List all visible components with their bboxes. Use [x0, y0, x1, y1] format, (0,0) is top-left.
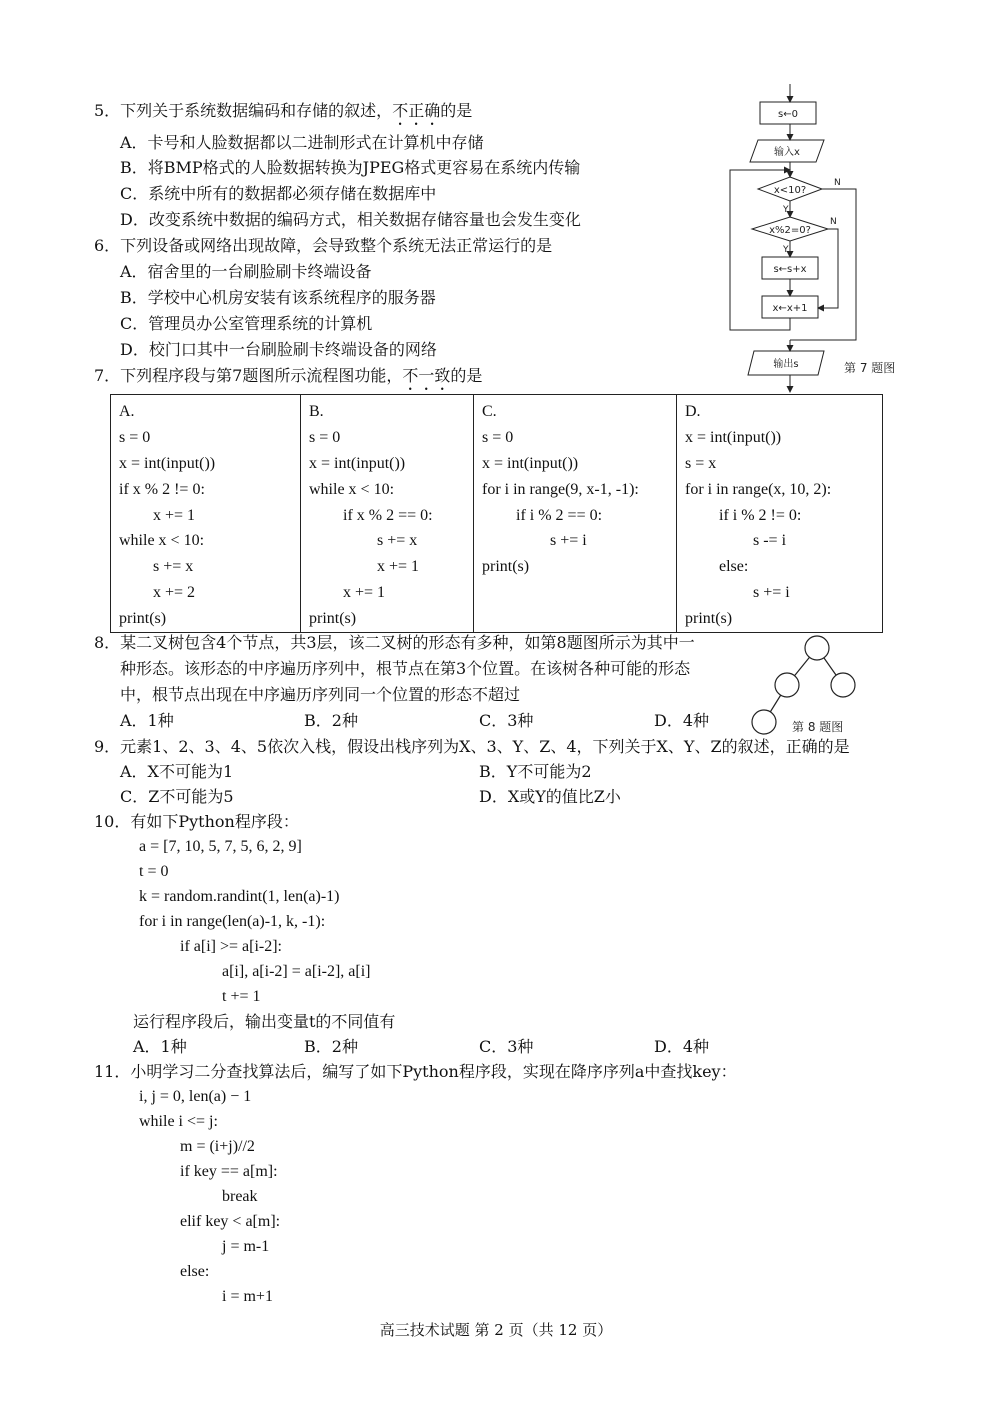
q5-stem: 5．下列关于系统数据编码和存储的叙述，不正确的是 — [94, 101, 473, 120]
code-line: if i % 2 == 0: — [516, 506, 603, 524]
q10-option-a: A．1种 — [133, 1037, 187, 1056]
code-line: s = 0 — [309, 428, 341, 446]
tree-node-left-left — [752, 710, 776, 734]
q11-code-line: if key == a[m]: — [180, 1163, 278, 1180]
q10-option-c: C．3种 — [479, 1037, 534, 1056]
q9-option-a: A．X不可能为1 — [120, 762, 234, 781]
flowchart-step2-label: x←x+1 — [772, 303, 808, 314]
q10-code-line: a = [7, 10, 5, 7, 5, 6, 2, 9] — [139, 838, 302, 855]
q10-code-line: k = random.randint(1, len(a)-1) — [139, 888, 340, 905]
q8-stem-line-1: 8．某二叉树包含4个节点，共3层，该二叉树的形态有多种，如第8题图所示为其中一 — [94, 633, 695, 652]
q7-option-b-label: B. — [309, 403, 324, 420]
code-line: print(s) — [685, 610, 733, 628]
q10-option-b: B．2种 — [304, 1037, 358, 1056]
q11-code-line: i = m+1 — [222, 1288, 273, 1305]
binary-tree-figure — [745, 630, 885, 738]
code-line: s = 0 — [482, 428, 514, 446]
q9-stem: 9．元素1、2、3、4、5依次入栈，假设出栈序列为X、3、Y、Z、4，下列关于X、Y、Z的叙述，正确的是 — [94, 737, 850, 756]
code-line: x = int(input()) — [309, 454, 406, 472]
q7-option-d-cell — [677, 395, 883, 633]
page-footer: 高三技术试题 第 2 页（共 12 页） — [379, 1321, 613, 1339]
q9-option-d: D．X或Y的值比Z小 — [479, 787, 621, 806]
flowchart-q7 — [720, 82, 920, 394]
q7-options-table — [110, 394, 883, 633]
q8-option-b: B．2种 — [304, 711, 358, 730]
code-line: s += x — [377, 532, 418, 550]
code-line: x += 1 — [343, 584, 386, 602]
code-line: for i in range(x, 10, 2): — [685, 480, 832, 498]
q10-question: 运行程序段后，输出变量t的不同值有 — [133, 1012, 396, 1031]
code-line: x = int(input()) — [119, 454, 216, 472]
code-line: s += x — [153, 558, 194, 576]
q10-code-line: if a[i] >= a[i-2]: — [180, 938, 282, 955]
flowchart-input-label: 输入x — [774, 147, 800, 158]
q10-code-line: a[i], a[i-2] = a[i-2], a[i] — [222, 963, 371, 980]
q5-option-a: A．卡号和人脸数据都以二进制形式在计算机中存储 — [120, 133, 484, 152]
q8-stem-line-3: 中，根节点出现在中序遍历序列同一个位置的形态不超过 — [120, 685, 521, 704]
flowchart-output-label: 输出s — [773, 359, 799, 370]
q7-option-a-cell — [111, 395, 301, 633]
q8-option-d: D．4种 — [654, 711, 710, 730]
q10-code-line: for i in range(len(a)-1, k, -1): — [139, 913, 326, 930]
q5-option-b: B．将BMP格式的人脸数据转换为JPEG格式更容易在系统内传输 — [120, 158, 581, 177]
q7-option-a-label: A. — [119, 403, 135, 420]
code-line: if x % 2 == 0: — [343, 506, 433, 524]
q10-code-line: t += 1 — [222, 988, 261, 1005]
code-line: print(s) — [119, 610, 167, 628]
q8-option-c: C．3种 — [479, 711, 534, 730]
tree-node-left — [775, 673, 799, 697]
q11-code-line: while i <= j: — [139, 1113, 218, 1130]
code-line: x += 2 — [153, 584, 196, 602]
q11-stem: 11．小明学习二分查找算法后，编写了如下Python程序段，实现在降序序列a中查找key： — [94, 1062, 737, 1081]
code-line: x += 1 — [153, 506, 196, 524]
q9-option-b: B．Y不可能为2 — [479, 762, 592, 781]
q7-option-d-label: D. — [685, 403, 701, 420]
code-line: s = 0 — [119, 428, 151, 446]
q6-option-b: B．学校中心机房安装有该系统程序的服务器 — [120, 288, 436, 307]
code-line: x = int(input()) — [685, 428, 782, 446]
code-line: s -= i — [753, 532, 787, 550]
flowchart-yes-label-2: Y — [783, 245, 789, 255]
flowchart-no-label: N — [834, 178, 841, 188]
q10-stem: 10．有如下Python程序段： — [94, 812, 299, 831]
q5-option-c: C．系统中所有的数据都必须存储在数据库中 — [120, 184, 437, 203]
flowchart-init-label: s←0 — [778, 109, 798, 120]
q8-figure-caption: 第 8 题图 — [792, 720, 844, 734]
q6-option-d: D．校门口其中一台刷脸刷卡终端设备的网络 — [120, 340, 437, 359]
code-line: s = x — [685, 454, 717, 472]
q8-option-a: A．1种 — [120, 711, 174, 730]
tree-node-right — [831, 673, 855, 697]
flowchart-yes-label: Y — [783, 205, 789, 215]
q7-option-c-label: C. — [482, 403, 497, 420]
q11-code-line: break — [222, 1188, 258, 1205]
q6-stem: 6．下列设备或网络出现故障，会导致整个系统无法正常运行的是 — [94, 236, 553, 255]
q11-code-line: m = (i+j)//2 — [180, 1138, 255, 1155]
flowchart-cond1-label: x<10? — [773, 185, 807, 196]
q7-stem: 7．下列程序段与第7题图所示流程图功能，不一致的是 — [94, 366, 483, 385]
q7-option-c-cell — [474, 395, 677, 633]
q6-option-c: C．管理员办公室管理系统的计算机 — [120, 314, 373, 333]
code-line: x = int(input()) — [482, 454, 579, 472]
q9-option-c: C．Z不可能为5 — [120, 787, 234, 806]
q11-code-line: else: — [180, 1263, 210, 1280]
code-line: while x < 10: — [309, 480, 395, 498]
code-line: for i in range(9, x-1, -1): — [482, 480, 639, 498]
code-line: if x % 2 != 0: — [119, 480, 205, 498]
code-line: print(s) — [482, 558, 530, 576]
flowchart-cond2-label: x%2=0? — [769, 225, 811, 236]
code-line: s += i — [753, 584, 790, 602]
q11-code-line: i, j = 0, len(a) − 1 — [139, 1088, 252, 1105]
flowchart-caption: 第 7 题图 — [844, 361, 896, 375]
q8-stem-line-2: 种形态。该形态的中序遍历序列中，根节点在第3个位置。在该树各种可能的形态 — [120, 659, 691, 678]
q6-option-a: A．宿舍里的一台刷脸刷卡终端设备 — [120, 262, 372, 281]
q7-option-b-cell — [301, 395, 474, 633]
q11-code-line: j = m-1 — [222, 1238, 270, 1255]
code-line: if i % 2 != 0: — [719, 506, 802, 524]
flowchart-no-label-2: N — [830, 217, 837, 227]
code-line: print(s) — [309, 610, 357, 628]
code-line: while x < 10: — [119, 532, 205, 550]
q11-code-line: elif key < a[m]: — [180, 1213, 281, 1230]
flowchart-step1-label: s←s+x — [773, 264, 807, 275]
tree-node-root — [805, 636, 829, 660]
code-line: else: — [719, 558, 749, 576]
code-line: x += 1 — [377, 558, 420, 576]
q5-option-d: D．改变系统中数据的编码方式，相关数据存储容量也会发生变化 — [120, 210, 581, 229]
code-line: s += i — [550, 532, 587, 550]
q10-code-line: t = 0 — [139, 863, 169, 880]
q10-option-d: D．4种 — [654, 1037, 710, 1056]
